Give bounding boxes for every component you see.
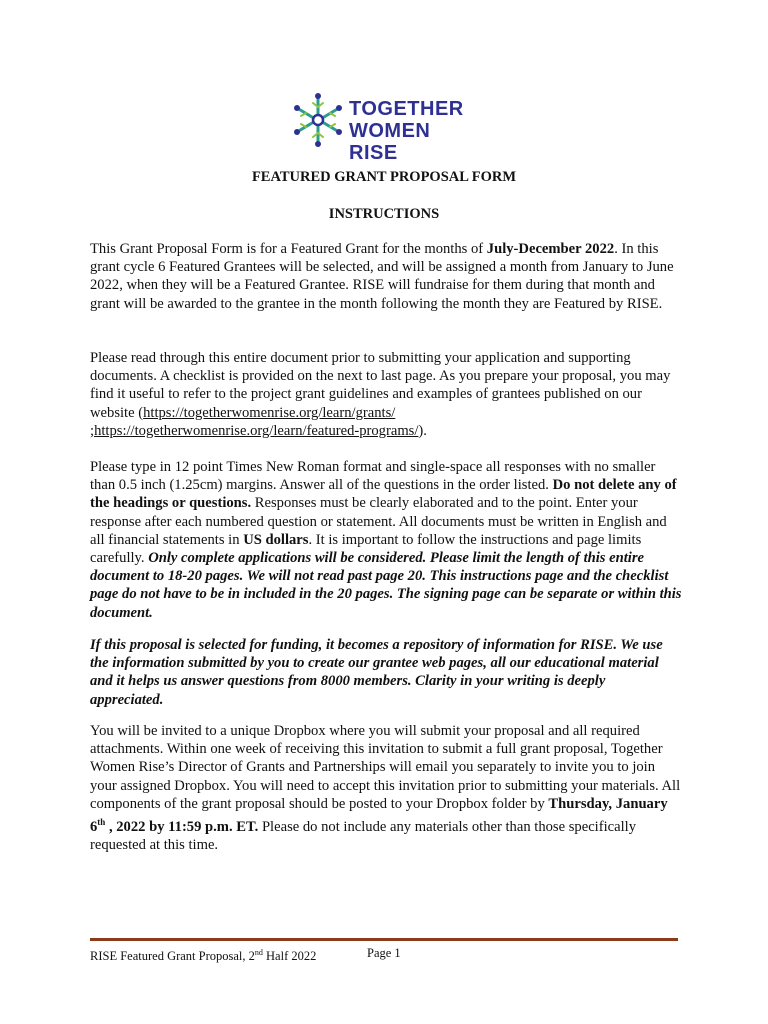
footer-document-name (90, 946, 316, 963)
p3-text-e: . It is important to follow the instructions and page limits carefully. (90, 531, 642, 567)
p1-text-c: . In this grant cycle 6 Featured Grantees will be selected, and will be assigned a month from January to June 2022, when they will be a Featured Grantee. RISE will fundraise for them during that month and grant will be awarded to the grantee in the month following the month they are Featured by RISE. (90, 241, 674, 312)
snowflake-logo-icon (292, 92, 344, 148)
paragraph-dropbox (90, 722, 682, 854)
logo-line-1: TOGETHER (349, 98, 464, 120)
p5-text-c: Please do not include any materials other than those specifically requested at this time. (90, 818, 636, 854)
p3-bold-headings: Do not delete any of the headings or questions. (90, 477, 677, 512)
p3-bold-italic-limits: Only complete applications will be considered. Please limit the length of this entire document to 18-20 pages. We will not read past page 20. This instructions page and the checklist page do not have to be in included in the 20 pages. The signing page can be separate or within this document. (90, 550, 682, 621)
p3-bold-currency: US dollars (243, 531, 309, 548)
p5-text-a: You will be invited to a unique Dropbox where you will submit your proposal and all required attachments. Within one week of receiving this invitation to submit a full grant proposal, Together Women Rise’s Director of Grants and Partnerships will email you separately to invite you to join your assigned Dropbox. You will need to accept this invitation prior to submitting your materials. All components of the grant proposal should be posted to your Dropbox folder by (90, 723, 681, 812)
paragraph-grant-cycle (90, 240, 682, 313)
instructions-heading: INSTRUCTIONS (328, 206, 440, 222)
p5-bold-time: , 2022 by 11:59 p.m. ET. (105, 818, 259, 835)
paragraph-read-document (90, 349, 682, 440)
p3-text-a: Please type in 12 point Times New Roman format and single-space all responses with no smaller than 0.5 inch (1.25cm) margins. Answer all of the questions in the order listed. (90, 459, 656, 494)
p3-text-c: Responses must be clearly elaborated and to the point. Enter your response after each numbered question or statement. All documents must be written in English and all financial statements in (90, 495, 667, 548)
footer-rule (90, 938, 678, 941)
p2-text-end: ). (418, 422, 427, 439)
featured-programs-link[interactable]: https://togetherwomenrise.org/learn/featured-programs/ (94, 422, 419, 439)
paragraph-repository (90, 636, 682, 709)
logo-wordmark (349, 98, 482, 164)
footer-text-b: Half 2022 (262, 949, 317, 964)
p2-text-a: Please read through this entire document prior to submitting your application and supporting documents. A checklist is provided on the next to last page. As you prepare your proposal, you may find it useful to refer to the project grant guidelines and examples of grantees published on our website ( (90, 350, 671, 421)
p5-superscript: th (97, 817, 106, 828)
together-women-rise-logo (292, 92, 482, 164)
document-title: FEATURED GRANT PROPOSAL FORM (251, 169, 517, 185)
p1-bold-dates: July-December 2022 (486, 241, 615, 257)
p4-bold-italic: If this proposal is selected for funding, it becomes a repository of information for RISE. We use the information submitted by you to create our grantee web pages, all our educational material and it helps us answer questions from 8000 members. Clarity in your writing is deeply appreciated. (90, 637, 663, 708)
footer-text-a: RISE Featured Grant Proposal, 2 (90, 949, 255, 964)
paragraph-formatting (90, 458, 682, 622)
footer-page-number: Page 1 (367, 946, 401, 960)
p1-text-a: This Grant Proposal Form is for a Featured Grant for the months of (90, 241, 487, 257)
grants-link[interactable]: https://togetherwomenrise.org/learn/grants/ (143, 404, 396, 421)
footer-superscript: nd (254, 948, 263, 957)
p5-bold-date: Thursday, January 6 (90, 795, 668, 835)
p2-separator: ; (90, 422, 95, 439)
logo-line-2: WOMEN RISE (349, 120, 431, 164)
